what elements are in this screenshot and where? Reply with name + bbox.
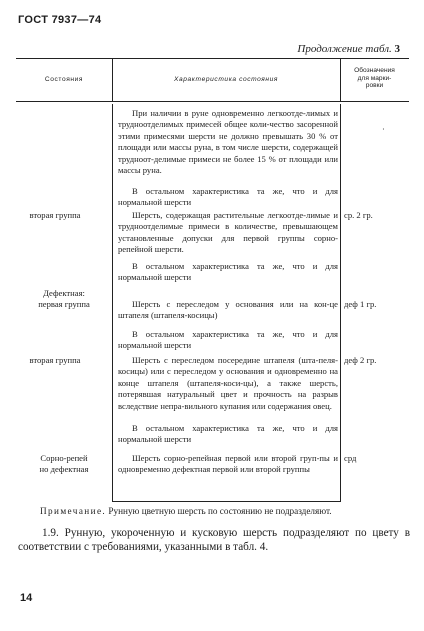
note-text: Рунную цветную шерсть по состоянию не подразделяют. xyxy=(108,506,332,516)
table-top-rule xyxy=(16,58,409,59)
row5-state-line2: но дефектная xyxy=(39,464,89,475)
table-note xyxy=(40,505,412,517)
paragraph-1-9: 1.9. Рунную, укороченную и кусковую шерсть подразделяют по цвету в соответствии с требованиями, указанными в табл. 4. xyxy=(18,527,410,554)
row5-state-line1: Сорно-репей xyxy=(40,453,88,463)
row4-marking: деф 2 гр. xyxy=(344,355,377,365)
row2-marking: ср. 2 гр. xyxy=(344,210,373,220)
row4-paragraph1: Шерсть с переследом посередине штапеля (шта-пеля-косицы) или с переследом у основания и одновременно на конце штапеля (штапеля-коси-цы), а также шерсть, потерявшая натуральный цвет и прочность на разрыв вследствие непра-вильного купания или содержания овец. xyxy=(118,355,338,411)
row1-marking: · xyxy=(382,124,385,134)
column-header-description: Характеристика состояния xyxy=(173,76,279,83)
row3-state xyxy=(16,288,112,311)
column-header-state: Состояния xyxy=(44,76,84,83)
row2-state: вторая группа xyxy=(29,210,81,220)
table-body-divider-left xyxy=(112,104,113,502)
row5-state xyxy=(16,453,112,476)
row3-state-line1: Дефектная: xyxy=(43,288,85,298)
column-header-marking-line3: ровки xyxy=(365,82,384,90)
row3-state-line2: первая группа xyxy=(38,299,90,310)
table-body-divider-right xyxy=(340,104,341,502)
row3-paragraph1: Шерсть с переследом у основания или на кон-це штапеля (штапеля-косицы) xyxy=(118,299,338,321)
column-header-marking-line1: Обозначения xyxy=(354,67,395,74)
row1-paragraph2: В остальном характеристика та же, что и для нормальной шерсти xyxy=(118,186,338,208)
row5-paragraph1: Шерсть сорно-репейная первой или второй груп-пы и одновременно дефектная первой или второй группы xyxy=(118,453,338,475)
row3-paragraph2: В остальном характеристика та же, что и для нормальной шерсти xyxy=(118,329,338,351)
table-header-rule xyxy=(16,101,409,102)
column-header-marking-line2: для марки- xyxy=(357,74,392,82)
table-bottom-rule xyxy=(112,501,341,502)
page-number: 14 xyxy=(20,592,33,604)
note-label: Примечание. xyxy=(40,506,107,516)
row4-paragraph2: В остальном характеристика та же, что и для нормальной шерсти xyxy=(118,423,338,445)
document-header: ГОСТ 7937—74 xyxy=(18,14,102,26)
column-header-marking xyxy=(340,67,409,90)
row4-state: вторая группа xyxy=(29,355,81,365)
row1-paragraph1: При наличии в руне одновременно легкоотде-лимых и трудноотделимых примесей общее коли-чество засоренной этими примесями шерсти не должно превышать 30 % от площади или массы руна, в том числе шерсти, содержащей трудноот-делимые примеси не более 15 % от площади или массы руна. xyxy=(118,108,338,176)
continuation-prefix: Продолжение табл. xyxy=(297,43,392,55)
row2-paragraph2: В остальном характеристика та же, что и для нормальной шерсти xyxy=(118,261,338,283)
table-continuation-caption xyxy=(297,43,400,55)
row3-marking: деф 1 гр. xyxy=(344,299,377,309)
row5-marking: срд xyxy=(344,453,357,463)
row2-paragraph1: Шерсть, содержащая растительные легкоотде-лимые и трудноотделимые примеси в количестве, превышающем установленные допуски для первой группы сорно-репейной шерсти. xyxy=(118,210,338,255)
continuation-table-number: 3 xyxy=(394,43,400,55)
